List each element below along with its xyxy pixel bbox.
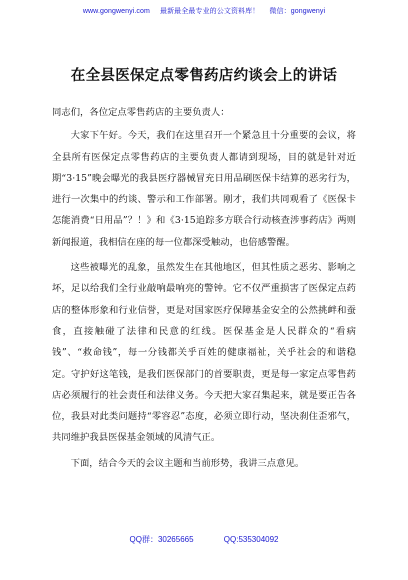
footer-qq-group: QQ群：30265665 <box>129 535 194 544</box>
header-wechat: 微信：gongwenyi <box>269 8 326 15</box>
header-site-url[interactable]: www.gongwenyi.com <box>82 8 150 15</box>
document-body <box>52 102 356 474</box>
document-title: 在全县医保定点零售药店约谈会上的讲话 <box>70 68 338 84</box>
header-bar <box>0 6 408 16</box>
paragraph-1: 大家下午好。今天，我们在这里召开一个紧急且十分重要的会议，将全县所有医保定点零售药店的主要负责人都请到现场，目的就是针对近期“3·15”晚会曝光的我县医疗器械冒充日用品刷医保卡结算的恶劣行为，进行一次集中的约谈、警示和工作部署。刚才，我们共同观看了《医保卡怎能消费“日用品”？！》和《3·15追踪多方联合行动核查涉事药店》两则新闻报道，我相信在座的每一位都深受触动，也倍感警醒。 <box>52 130 356 248</box>
salutation: 同志们，各位定点零售药店的主要负责人： <box>52 107 230 118</box>
paragraph-2: 这些被曝光的乱象，虽然发生在其他地区，但其性质之恶劣、影响之坏，足以给我们全行业敲响最响亮的警钟。它不仅严重损害了医保定点药店的整体形象和行业信誉，更是对国家医疗保障基金安全的公然挑衅和蚕食，直接触碰了法律和民意的红线。医保基金是人民群众的“看病钱”、“救命钱”，每一分钱都关乎百姓的健康福祉，关乎社会的和谐稳定。守护好这笔钱，是我们医保部门的首要职责，更是每一家定点零售药店必须履行的社会责任和法律义务。今天把大家召集起来，就是要正告各位，我县对此类问题持“零容忍”态度，必须立即行动，坚决刹住歪邪气，共同维护我县医保基金领域的风清气正。 <box>52 262 356 444</box>
header-tagline: 最新最全最专业的公文资料库！ <box>159 8 260 15</box>
footer-bar <box>0 534 408 545</box>
footer-qq: QQ:535304092 <box>223 535 279 544</box>
paragraph-3: 下面，结合今天的会议主题和当前形势，我讲三点意见。 <box>70 457 305 469</box>
